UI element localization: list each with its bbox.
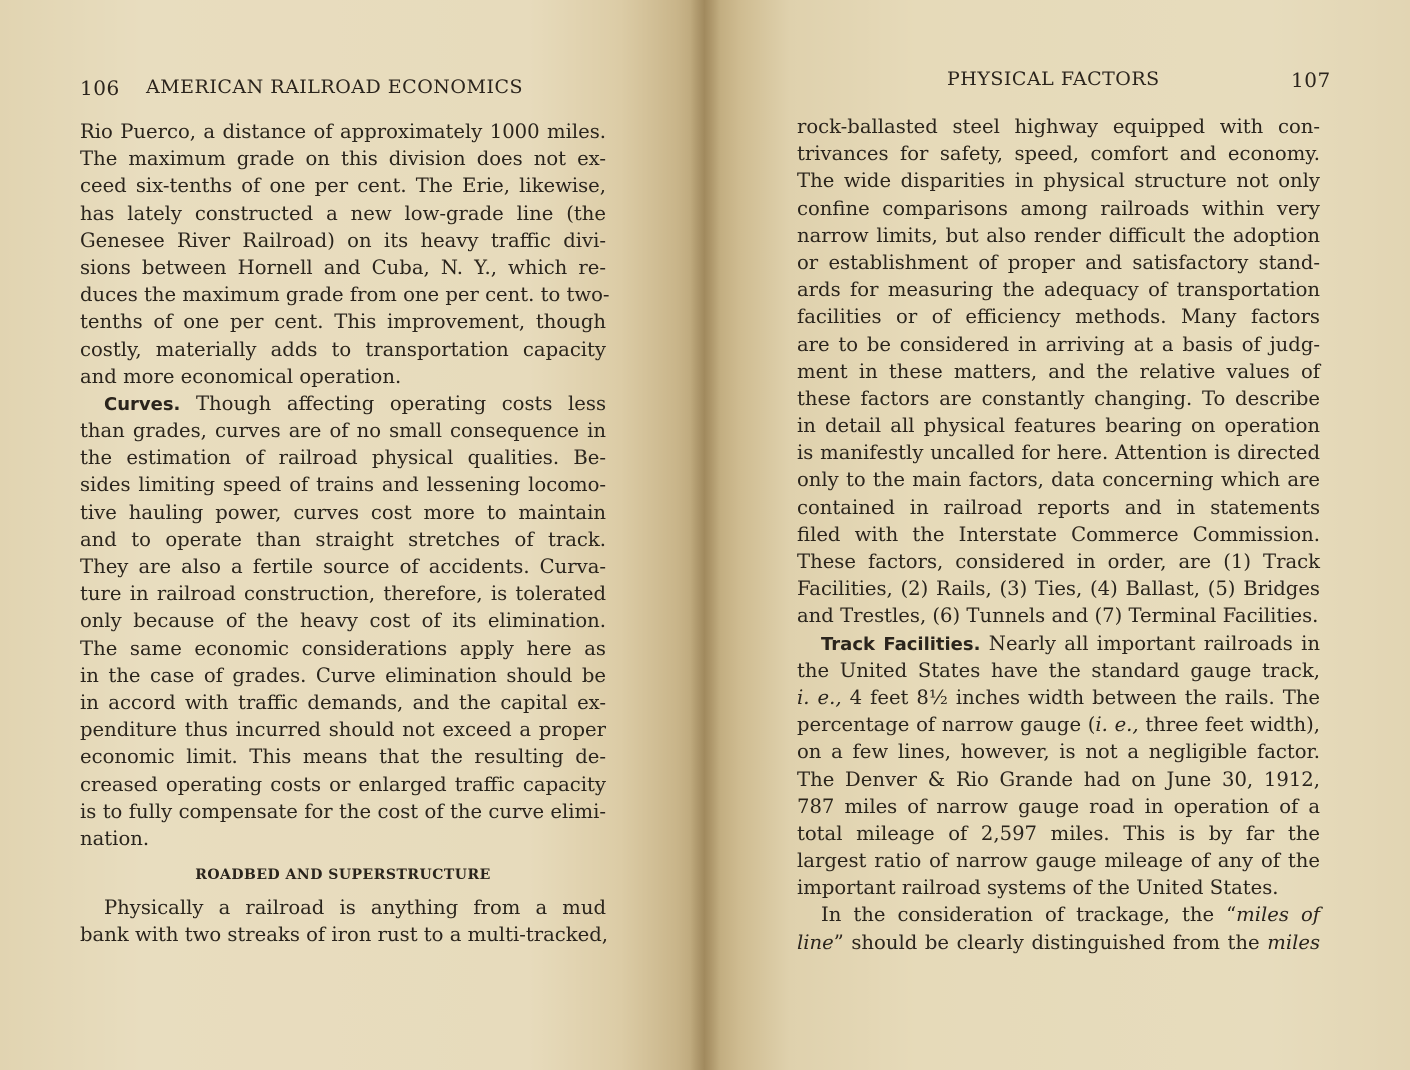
text-line: They are also a fertile source of accidents. Curva-	[80, 555, 606, 578]
text-line: the estimation of railroad physical qualities. Be-	[80, 446, 606, 470]
text-line: in accord with traffic demands, and the capital ex-	[80, 690, 606, 714]
text-line: creased operating costs or enlarged traffic capacity	[80, 772, 606, 796]
text-line: tive hauling power, curves cost more to maintain	[80, 500, 606, 524]
text-line: confine comparisons among railroads within very	[797, 196, 1320, 220]
text-line: on a few lines, however, is not a negligible factor.	[797, 740, 1320, 764]
text-line: Rio Puerco, a distance of approximately 1000 miles.	[80, 120, 606, 143]
text-line: or establishment of proper and satisfactory stand-	[797, 250, 1320, 274]
italic-fragment: miles	[1267, 930, 1320, 954]
text-line: filed with the Interstate Commerce Commission.	[797, 522, 1320, 546]
text-line: and to operate than straight stretches of track.	[80, 527, 606, 551]
text-line: bank with two streaks of iron rust to a multi-tracked,	[80, 923, 608, 947]
text-line: in detail all physical features bearing on operation	[797, 414, 1320, 438]
text-line	[797, 684, 1320, 711]
text-line: is manifestly uncalled for here. Attention is directed	[797, 441, 1320, 465]
right-page-number: 107	[1291, 68, 1331, 92]
text-line: ment in these matters, and the relative values of	[797, 359, 1320, 383]
text-fragment: Though affecting operating costs less	[195, 391, 606, 415]
text-line: only to the main factors, data concerning which are	[797, 468, 1320, 492]
text-line: sides limiting speed of trains and lessening locomo-	[80, 473, 606, 497]
text-line: is to fully compensate for the cost of the curve elimi-	[80, 799, 606, 823]
text-line	[797, 901, 1320, 928]
text-line: are to be considered in arriving at a basis of judg-	[797, 332, 1320, 356]
text-line: these factors are constantly changing. To describe	[797, 386, 1320, 410]
text-line: tenths of one per cent. This improvement, though	[80, 310, 606, 334]
text-line: 787 miles of narrow gauge road in operation of a	[797, 794, 1320, 818]
text-line: Genesee River Railroad) on its heavy traffic divi-	[80, 228, 606, 252]
text-fragment: Nearly all important railroads in	[988, 631, 1320, 655]
curves-heading: Curves.	[104, 393, 181, 415]
text-line: The same economic considerations apply here as	[80, 636, 606, 660]
section-heading: ROADBED AND SUPERSTRUCTURE	[195, 867, 491, 884]
text-line: The maximum grade on this division does not ex-	[80, 147, 606, 171]
text-line: only because of the heavy cost of its elimination.	[80, 609, 606, 633]
text-line: ture in railroad construction, therefore, is tolerated	[80, 582, 606, 606]
text-line: The wide disparities in physical structure not only	[797, 169, 1320, 193]
text-line: largest ratio of narrow gauge mileage of any of the	[797, 849, 1320, 873]
text-line: penditure thus incurred should not exceed a proper	[80, 718, 606, 742]
text-line: rock-ballasted steel highway equipped with con-	[797, 115, 1320, 138]
text-line: narrow limits, but also render difficult the adoption	[797, 223, 1320, 247]
text-line: than grades, curves are of no small consequence in	[80, 419, 606, 443]
italic-fragment: miles of	[1236, 903, 1320, 927]
text-line: nation.	[80, 826, 150, 850]
left-page-number: 106	[80, 76, 120, 100]
text-fragment: ” should be clearly distinguished from the	[833, 930, 1260, 954]
text-line	[797, 929, 1320, 956]
text-fragment: In the consideration of trackage, the “	[821, 903, 1237, 927]
italic-fragment: line	[797, 930, 834, 954]
text-line: important railroad systems of the United States.	[797, 876, 1279, 900]
text-line: Physically a railroad is anything from a mud	[104, 896, 606, 920]
text-line: ards for measuring the adequacy of transportation	[797, 278, 1320, 302]
text-line: sions between Hornell and Cuba, N. Y., which re-	[80, 255, 606, 279]
text-line: total mileage of 2,597 miles. This is by far the	[797, 821, 1320, 845]
track-facilities-heading: Track Facilities.	[821, 633, 981, 655]
text-line	[797, 711, 1320, 738]
text-line: economic limit. This means that the resulting de-	[80, 745, 606, 769]
text-fragment: three feet width),	[1145, 713, 1320, 737]
text-line: costly, materially adds to transportation capacity	[80, 337, 606, 361]
text-line: and more economical operation.	[80, 364, 402, 388]
text-fragment: percentage of narrow gauge (	[797, 713, 1096, 737]
text-line: Facilities, (2) Rails, (3) Ties, (4) Ballast, (5) Bridges	[797, 577, 1320, 601]
text-line: has lately constructed a new low-grade line (the	[80, 201, 606, 225]
right-page	[705, 0, 1410, 1070]
text-line: facilities or of efficiency methods. Many factors	[797, 305, 1320, 329]
italic-fragment: i. e.,	[797, 685, 842, 709]
text-line: the United States have the standard gauge track,	[797, 658, 1320, 682]
right-page-body	[797, 113, 1320, 956]
left-running-head: AMERICAN RAILROAD ECONOMICS	[146, 76, 524, 98]
text-line: The Denver & Rio Grande had on June 30, 1912,	[797, 767, 1320, 791]
track-paragraph-start	[797, 630, 1320, 657]
text-line: These factors, considered in order, are (1) Track	[797, 550, 1320, 573]
curves-paragraph-start	[80, 390, 606, 417]
text-line: ceed six-tenths of one per cent. The Erie, likewise,	[80, 174, 606, 198]
text-line: duces the maximum grade from one per cent. to two-	[80, 283, 610, 307]
text-line: trivances for safety, speed, comfort and economy.	[797, 142, 1320, 166]
text-line: contained in railroad reports and in statements	[797, 495, 1320, 519]
text-line: in the case of grades. Curve elimination should be	[80, 663, 606, 687]
text-line: and Trestles, (6) Tunnels and (7) Terminal Facilities.	[797, 604, 1319, 628]
italic-fragment: i. e.,	[1095, 713, 1139, 737]
right-running-head: PHYSICAL FACTORS	[947, 68, 1160, 90]
book-gutter	[690, 0, 720, 1070]
text-fragment: 4 feet 8½ inches width between the rails. The	[849, 685, 1321, 709]
left-page-body	[80, 118, 610, 948]
